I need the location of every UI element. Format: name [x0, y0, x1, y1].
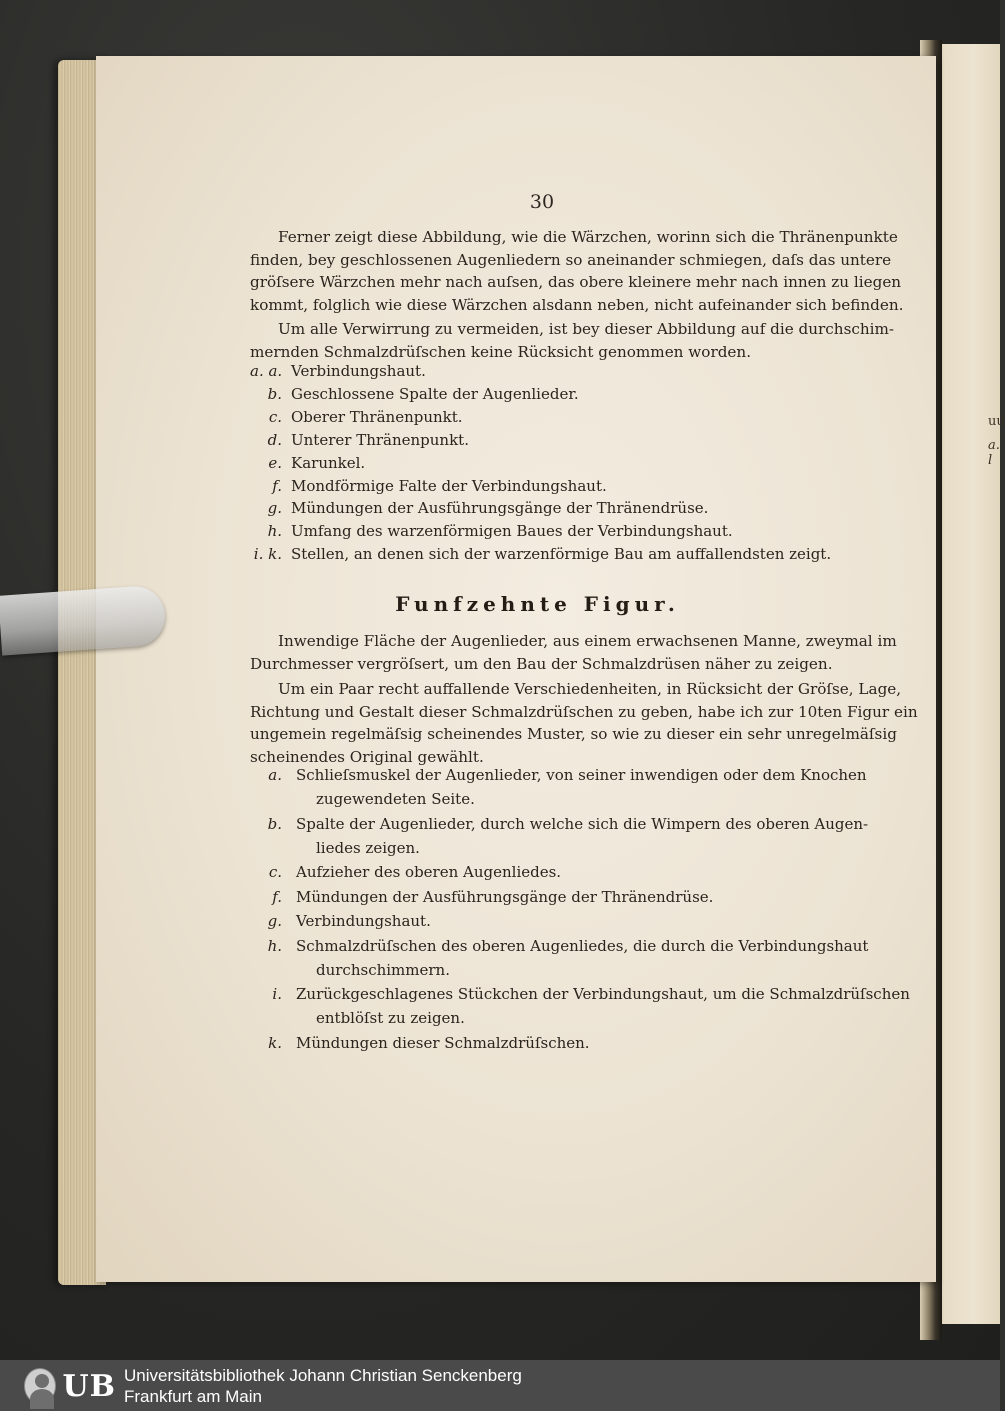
legend-text: Mündungen der Ausführungsgänge der Thränendrüse. [296, 887, 714, 906]
legend-text: Umfang des warzenförmigen Baues der Verbindungshaut. [291, 522, 733, 541]
bookmark-strip [0, 584, 167, 655]
legend-text: Mondförmige Falte der Verbindungshaut. [291, 476, 607, 495]
goethe-bust-icon [24, 1368, 56, 1404]
text-line: Um ein Paar recht auffallende Verschiedenheiten, in Rücksicht der Gröſse, Lage, [278, 680, 902, 698]
legend-text: Aufzieher des oberen Augenliedes. [296, 863, 562, 881]
text-line: Inwendige Fläche der Augenlieder, aus einem erwachsenen Manne, zweymal im [278, 632, 897, 650]
legend-letter: d. [267, 430, 282, 449]
legend-letter: a. a. [250, 362, 283, 380]
legend-letter: c. [268, 863, 282, 881]
library-city: Frankfurt am Main [124, 1387, 262, 1406]
legend-letter: i. [272, 985, 282, 1003]
library-footer [0, 1360, 1000, 1411]
legend-letter: a. [268, 766, 282, 784]
text-line: Richtung und Gestalt dieser Schmalzdrüſschen zu geben, habe ich zur 10ten Figur ein [250, 702, 918, 721]
legend-text: Mündungen der Ausführungsgänge der Thränendrüse. [291, 499, 709, 518]
text-line: kommt, folglich wie diese Wärzchen alsdann neben, nicht aufeinander sich befinden. [250, 295, 904, 314]
legend-letter: h. [267, 522, 282, 541]
legend-text: Mündungen dieser Schmalzdrüſschen. [296, 1033, 590, 1052]
page-number: 30 [529, 191, 555, 213]
text-line: Durchmesser vergröſsert, um den Bau der Schmalzdrüsen näher zu zeigen. [250, 654, 833, 673]
library-name: Universitätsbibliothek Johann Christian Senckenberg [124, 1366, 522, 1385]
legend-text: Karunkel. [291, 453, 366, 472]
section-paragraph-1 [250, 630, 897, 675]
legend-letter: b. [267, 814, 282, 833]
legend-text: Geschlossene Spalte der Augenlieder. [291, 384, 579, 403]
text-line: ungemein regelmäſsig scheinendes Muster, so wie zu dieser ein sehr unregelmäſsig [250, 725, 897, 744]
next-page-edge [936, 44, 1005, 1324]
section-heading: Funfzehnte Figur. [395, 592, 680, 616]
legend-text: durchschimmern. [316, 960, 450, 979]
text-line: Ferner zeigt diese Abbildung, wie die Wärzchen, worinn sich die Thränenpunkte [278, 228, 898, 246]
legend-text: Zurückgeschlagenes Stückchen der Verbindungshaut, um die Schmalzdrüſschen [296, 985, 910, 1003]
text-line: mernden Schmalzdrüſschen keine Rücksicht genommen worden. [250, 342, 752, 361]
legend-letter: g. [267, 912, 282, 930]
legend-text: Spalte der Augenlieder, durch welche sich die Wimpern des oberen Augen- [296, 814, 869, 833]
legend-letter: h. [267, 936, 282, 955]
section-paragraph-2 [250, 678, 918, 768]
legend-text: Stellen, an denen sich der warzenförmige Bau am auffallendsten zeigt. [291, 545, 832, 564]
legend-letter: k. [268, 1033, 282, 1052]
legend-letter: f. [272, 476, 282, 495]
intro-paragraph-2 [250, 318, 895, 363]
legend-text: Oberer Thränenpunkt. [291, 407, 463, 426]
legend-text: zugewendeten Seite. [316, 790, 475, 808]
library-logo[interactable] [24, 1368, 116, 1404]
legend-text: Verbindungshaut. [291, 362, 426, 380]
text-line: finden, bey geschlossenen Augenliedern so aneinander schmiegen, daſs das untere [250, 250, 892, 269]
legend-letter: g. [267, 499, 282, 518]
legend-text: Schmalzdrüſschen des oberen Augenliedes, die durch die Verbindungshaut [296, 936, 869, 955]
intro-paragraph-1 [250, 226, 904, 316]
text-line: Um alle Verwirrung zu vermeiden, ist bey dieser Abbildung auf die durchschim- [278, 320, 895, 338]
legend-text: liedes zeigen. [316, 838, 420, 857]
next-page-fragment: a. l [988, 438, 1000, 468]
legend-letter: i. k. [253, 545, 282, 564]
next-page-fragment: uu [988, 414, 1005, 429]
text-line: gröſsere Wärzchen mehr nach auſsen, das obere kleinere mehr nach innen zu liegen [250, 273, 902, 292]
legend-text: entblöſst zu zeigen. [316, 1009, 465, 1027]
legend-text: Schlieſsmuskel der Augenlieder, von seiner inwendigen oder dem Knochen [296, 766, 867, 784]
legend-letter: f. [272, 887, 282, 906]
legend-letter: c. [268, 407, 282, 426]
legend-text: Verbindungshaut. [296, 912, 431, 930]
logo-text: UB [62, 1368, 116, 1404]
text-line: scheinendes Original gewählt. [250, 747, 484, 766]
legend-text: Unterer Thränenpunkt. [291, 430, 469, 449]
legend-letter: e. [268, 453, 282, 472]
legend-letter: b. [267, 384, 282, 403]
